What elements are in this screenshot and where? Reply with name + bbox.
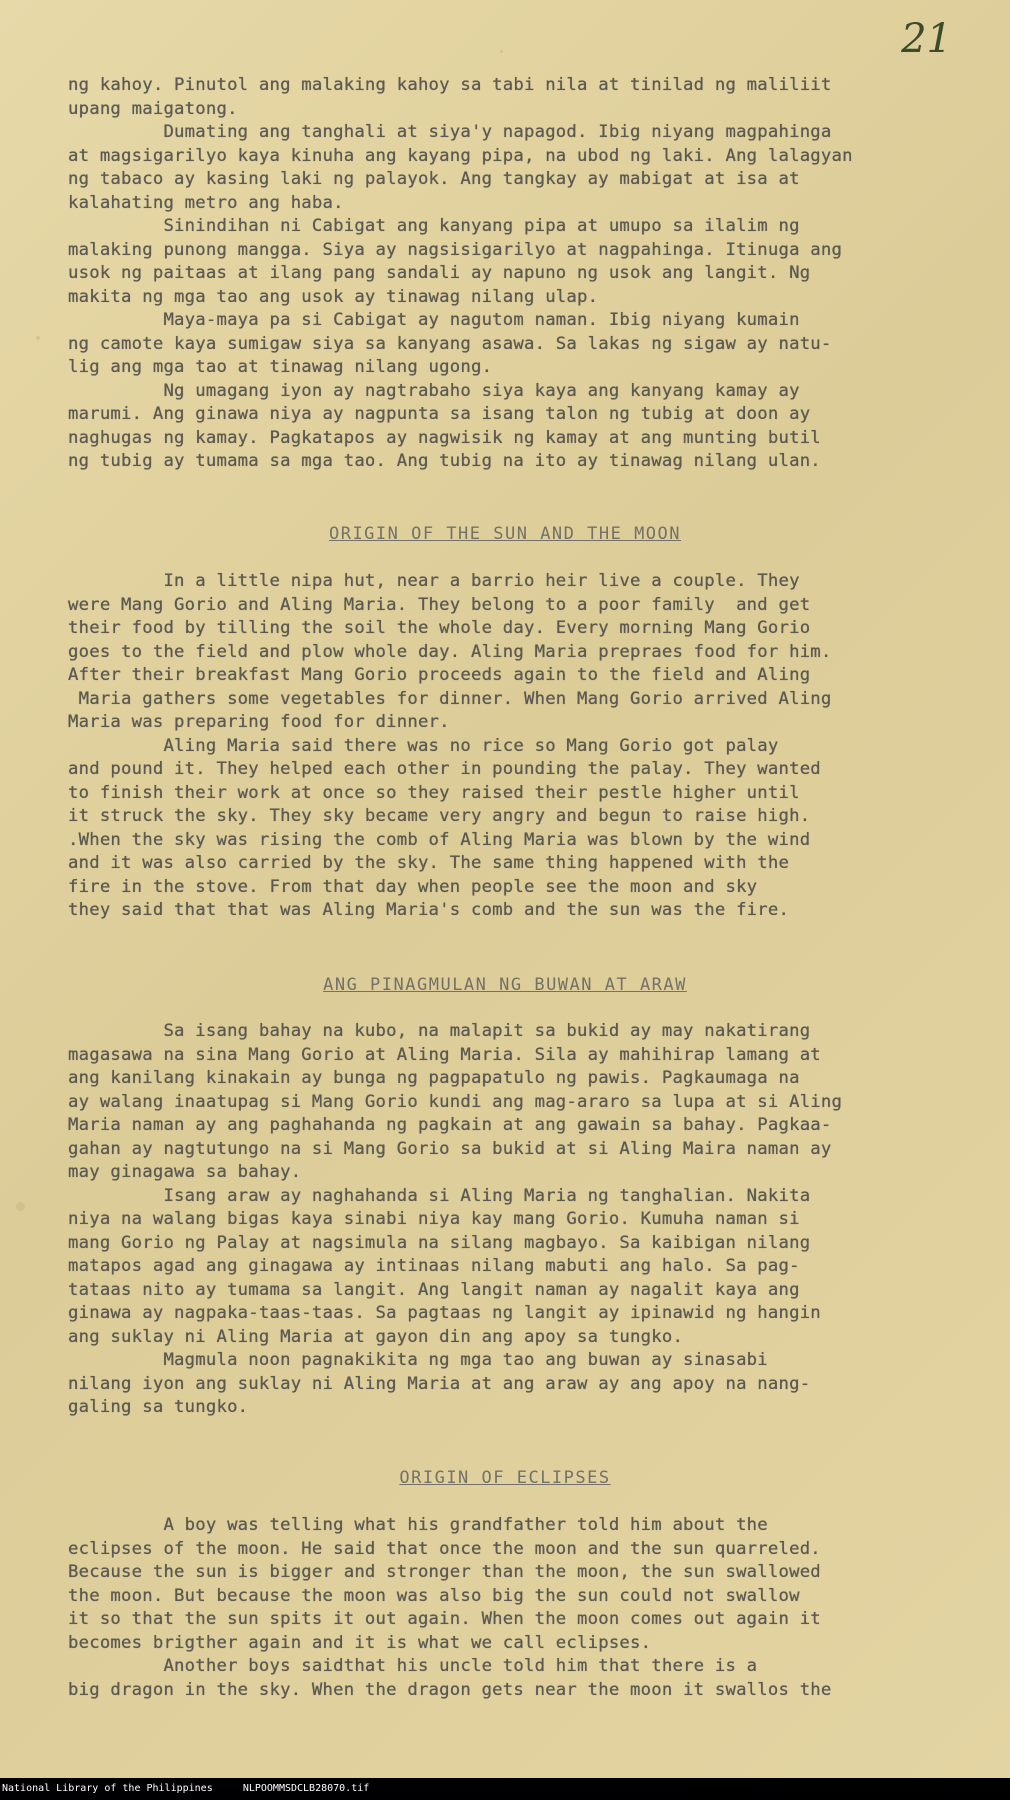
text-line: kalahating metro ang haba. xyxy=(68,192,344,213)
text-line: their food by tilling the soil the whole day. Every morning Mang Gorio xyxy=(68,618,811,638)
paper-speck xyxy=(16,1202,25,1211)
text-line: to finish their work at once so they raised their pestle higher until xyxy=(68,782,800,803)
text-line: marumi. Ang ginawa niya ay nagpunta sa isang talon ng tubig at doon ay xyxy=(68,404,811,424)
text-line: Another boys saidthat his uncle told him that there is a xyxy=(68,1656,758,1676)
text-line: ginawa ay nagpaka-taas-taas. Sa pagtaas ng langit ay ipinawid ng hangin xyxy=(68,1303,821,1323)
section-heading-sun-moon-en: ORIGIN OF THE SUN AND THE MOON xyxy=(328,524,682,544)
text-line: .When the sky was rising the comb of Aling Maria was blown by the wind xyxy=(68,829,811,850)
text-line: niya na walang bigas kaya sinabi niya kay mang Gorio. Kumuha naman si xyxy=(68,1209,800,1229)
text-line: upang maigatong. xyxy=(68,98,238,119)
text-line: ng camote kaya sumigaw siya sa kanyang asawa. Sa lakas ng sigaw ay natu- xyxy=(68,333,832,354)
text-line: it so that the sun spits it out again. When the moon comes out again it xyxy=(68,1609,821,1629)
text-line: makita ng mga tao ang usok ay tinawag nilang ulap. xyxy=(68,286,599,307)
text-line: they said that that was Aling Maria's comb and the sun was the fire. xyxy=(68,900,790,920)
text-line: usok ng paitaas at ilang pang sandali ay napuno ng usok ang langit. Ng xyxy=(68,263,811,283)
text-line: ang kanilang kinakain ay bunga ng pagpapatulo ng pawis. Pagkaumaga na xyxy=(68,1068,800,1088)
text-line: and it was also carried by the sky. The same thing happened with the xyxy=(68,853,790,873)
text-line: lig ang mga tao at tinawag nilang ugong. xyxy=(68,357,493,377)
text-line: Aling Maria said there was no rice so Mang Gorio got palay xyxy=(68,735,779,756)
text-line: Because the sun is bigger and stronger than the moon, the sun swallowed xyxy=(68,1562,821,1582)
text-line: may ginagawa sa bahay. xyxy=(68,1162,302,1182)
text-line: ang suklay ni Aling Maria at gayon din ang apoy sa tungko. xyxy=(68,1326,684,1347)
text-line: Isang araw ay naghahanda si Aling Maria ng tanghalian. Nakita xyxy=(68,1185,811,1206)
text-line: becomes brigther again and it is what we call eclipses. xyxy=(68,1632,652,1653)
text-line: Ng umagang iyon ay nagtrabaho siya kaya ang kanyang kamay ay xyxy=(68,380,800,401)
text-line: tataas nito ay tumama sa langit. Ang langit naman ay nagalit kaya ang xyxy=(68,1279,800,1300)
text-line: gahan ay nagtutungo na si Mang Gorio sa bukid at si Aling Maira naman ay xyxy=(68,1138,832,1159)
text-line: A boy was telling what his grandfather told him about the xyxy=(68,1515,768,1535)
text-block-eclipses xyxy=(68,1514,980,1702)
text-line: Maya-maya pa si Cabigat ay nagutom naman. Ibig niyang kumain xyxy=(68,310,800,330)
text-line: In a little nipa hut, near a barrio heir live a couple. They xyxy=(68,571,800,591)
text-line: goes to the field and plow whole day. Aling Maria prepraes food for him. xyxy=(68,641,832,662)
text-line: and pound it. They helped each other in pounding the palay. They wanted xyxy=(68,759,821,779)
text-block-folktale-continuation xyxy=(68,74,980,474)
text-line: mang Gorio ng Palay at nagsimula na silang magbayo. Sa kaibigan nilang xyxy=(68,1232,811,1253)
text-line: Maria gathers some vegetables for dinner. When Mang Gorio arrived Aling xyxy=(68,688,832,709)
section-heading-sun-moon-tl: ANG PINAGMULAN NG BUWAN AT ARAW xyxy=(323,975,687,995)
text-line: ng kahoy. Pinutol ang malaking kahoy sa tabi nila at tinilad ng maliliit xyxy=(68,75,832,95)
text-line: Dumating ang tanghali at siya'y napagod. Ibig niyang magpahinga xyxy=(68,122,832,142)
text-line: ng tabaco ay kasing laki ng palayok. Ang tangkay ay mabigat at isa at xyxy=(68,169,800,189)
text-line: Sinindihan ni Cabigat ang kanyang pipa at umupo sa ilalim ng xyxy=(68,216,800,236)
text-line: magasawa na sina Mang Gorio at Aling Maria. Sila ay mahihirap lamang at xyxy=(68,1044,821,1065)
text-line: were Mang Gorio and Aling Maria. They belong to a poor family and get xyxy=(68,594,811,615)
text-block-sun-moon-en xyxy=(68,570,980,923)
text-line: matapos agad ang ginagawa ay intinaas nilang mabuti ang halo. Sa pag- xyxy=(68,1256,800,1276)
text-line: Magmula noon pagnakikita ng mga tao ang buwan ay sinasabi xyxy=(68,1350,768,1370)
text-line: After their breakfast Mang Gorio proceeds again to the field and Aling xyxy=(68,665,811,685)
text-line: at magsigarilyo kaya kinuha ang kayang pipa, na ubod ng laki. Ang lalagyan xyxy=(68,145,853,166)
text-line: nilang iyon ang suklay ni Aling Maria at ang araw ay ang apoy na nang- xyxy=(68,1373,811,1394)
text-line: Maria was preparing food for dinner. xyxy=(68,712,450,732)
text-line: ng tubig ay tumama sa mga tao. Ang tubig na ito ay tinawag nilang ulan. xyxy=(68,451,821,471)
text-line: Maria naman ay ang paghahanda ng pagkain at ang gawain sa bahay. Pagkaa- xyxy=(68,1115,832,1135)
text-line: galing sa tungko. xyxy=(68,1397,249,1417)
text-line: malaking punong mangga. Siya ay nagsisigarilyo at nagpahinga. Itinuga ang xyxy=(68,239,843,260)
text-line: Sa isang bahay na kubo, na malapit sa bukid ay may nakatirang xyxy=(68,1021,811,1041)
text-line: it struck the sky. They sky became very angry and begun to raise high. xyxy=(68,806,811,826)
text-line: fire in the stove. From that day when people see the moon and sky xyxy=(68,876,758,897)
section-heading-eclipses: ORIGIN OF ECLIPSES xyxy=(399,1468,611,1488)
text-line: eclipses of the moon. He said that once the moon and the sun quarreled. xyxy=(68,1538,821,1559)
paper-speck xyxy=(36,336,40,340)
text-line: naghugas ng kamay. Pagkatapos ay nagwisik ng kamay at ang munting butil xyxy=(68,427,821,448)
text-line: the moon. But because the moon was also big the sun could not swallow xyxy=(68,1585,800,1606)
paper-speck xyxy=(500,50,503,53)
page-number: 21 xyxy=(901,16,952,62)
text-line: big dragon in the sky. When the dragon gets near the moon it swallos the xyxy=(68,1679,832,1700)
text-block-sun-moon-tl xyxy=(68,1020,980,1420)
text-line: ay walang inaatupag si Mang Gorio kundi ang mag-araro sa lupa at si Aling xyxy=(68,1091,843,1112)
archive-footer: National Library of the Philippines NLPOOMMSDCLB28070.tif xyxy=(0,1778,1010,1800)
